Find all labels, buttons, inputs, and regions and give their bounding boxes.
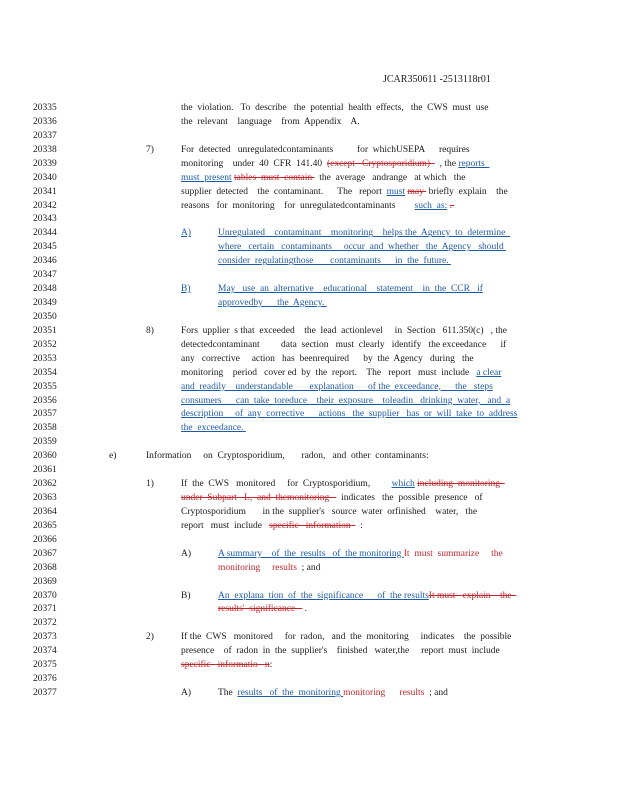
text-line <box>218 604 307 614</box>
line-number: 20351 <box>33 325 57 336</box>
text-line <box>181 173 465 183</box>
text-line <box>181 646 500 656</box>
text-line <box>181 660 272 670</box>
text-line <box>181 549 191 559</box>
inserted-text: where certain contaminants occur and whether the Agency should <box>218 242 507 253</box>
text-run: the average andrange at which the <box>314 172 466 183</box>
deleted-text: . <box>449 200 455 211</box>
inserted-text: a clear <box>476 367 502 378</box>
text-line <box>218 591 516 601</box>
deleted-text: tables must contain <box>234 172 315 183</box>
line-number: 20366 <box>33 534 57 545</box>
line-number: 20335 <box>33 103 57 113</box>
text-line <box>181 187 508 197</box>
inserted-text: must present <box>181 172 232 183</box>
text-line <box>181 228 191 238</box>
text-line <box>181 632 511 642</box>
text-line <box>146 479 154 489</box>
text-line <box>181 368 501 378</box>
line-number: 20374 <box>33 646 57 657</box>
text-run: 1) <box>146 479 154 490</box>
text-run: ; and <box>424 688 448 699</box>
inserted-text: description of any corrective actions the supplier has or will take to address <box>181 409 518 420</box>
deleted-text: specific informatio n <box>181 660 270 671</box>
line-number: 20363 <box>33 493 57 504</box>
text-line <box>218 228 510 238</box>
text-run: 8) <box>146 325 154 336</box>
text-line <box>181 103 488 113</box>
text-line <box>181 591 191 601</box>
text-run: the violation. To describe the potential health effects, the CWS must use <box>181 103 489 113</box>
line-number: 20361 <box>33 465 57 476</box>
text-line <box>218 563 320 573</box>
text-run: monitoring under 40 CFR 141.40 <box>181 158 327 169</box>
inserted-text: A summary of the results of the monitoring <box>218 548 404 559</box>
text-line <box>181 409 517 419</box>
line-number: 20369 <box>33 576 57 587</box>
text-line <box>181 201 454 211</box>
inserted-text: approvedby the Agency. <box>218 298 327 309</box>
text-line <box>109 451 116 461</box>
text-run: indicates the possible presence of <box>336 493 483 504</box>
text-run: If the CWS monitored for Cryptosporidium, <box>181 479 392 490</box>
text-line <box>218 242 506 252</box>
text-line <box>181 688 191 698</box>
line-number: 20341 <box>33 186 57 197</box>
text-run: Fors upplier s that exceeded the lead actionlevel in Section 611.350(c) , the <box>181 325 507 336</box>
added-text: monitoring results <box>343 688 425 699</box>
text-line <box>181 396 510 406</box>
inserted-text: the exceedance. <box>181 423 246 434</box>
line-number: 20346 <box>33 256 57 267</box>
inserted-text: which <box>391 479 415 490</box>
inserted-text: A) <box>181 228 192 239</box>
text-line <box>218 549 503 559</box>
inserted-text: results of the monitoring <box>237 688 344 699</box>
text-line <box>181 145 470 155</box>
text-run: B) <box>181 590 191 601</box>
text-run: Information on Cryptosporidium, radon, and other contaminants: <box>146 451 429 462</box>
line-number: 20339 <box>33 158 57 169</box>
added-text: monitoring results <box>218 562 297 573</box>
inserted-text: Unregulated contaminant monitoring helps the Agency to determine <box>218 228 511 239</box>
line-number: 20342 <box>33 200 57 211</box>
line-number: 20352 <box>33 339 57 350</box>
text-line <box>218 688 448 698</box>
text-line <box>181 423 246 433</box>
line-number: 20376 <box>33 674 57 685</box>
text-run: A) <box>181 548 192 559</box>
line-number: 20372 <box>33 618 57 629</box>
text-run: , the <box>434 158 459 169</box>
text-run: : <box>269 660 273 671</box>
line-number: 20350 <box>33 311 57 322</box>
text-run: If the CWS monitored for radon, and the monitoring indicates the possible <box>181 632 512 643</box>
line-number: 20343 <box>33 214 57 225</box>
inserted-text: must <box>386 186 406 197</box>
line-number: 20340 <box>33 172 57 183</box>
deleted-text: (except Cryptosporidium) <box>326 158 435 169</box>
text-line <box>181 326 507 336</box>
text-run: supplier detected the contaminant. The report <box>181 186 387 197</box>
line-number: 20357 <box>33 409 57 420</box>
line-number: 20338 <box>33 144 57 155</box>
line-number: 20362 <box>33 479 57 490</box>
inserted-text: reports <box>458 158 490 169</box>
text-line <box>181 382 493 392</box>
text-line <box>146 145 154 155</box>
deleted-text: may <box>407 186 427 197</box>
inserted-text: B) <box>181 284 191 295</box>
text-line <box>181 521 363 531</box>
inserted-text: An explana tion of the significance of the results <box>218 590 429 601</box>
text-run: the relevant language from Appendix A. <box>181 116 360 127</box>
deleted-text: including monitoring <box>417 479 505 490</box>
text-run: : <box>355 520 363 531</box>
added-text: It must summarize the <box>403 548 503 559</box>
text-run: reasons for monitoring for unregulatedcontaminants <box>181 200 415 211</box>
inserted-text: May use an alternative educational statement in the CCR if <box>218 284 483 295</box>
text-line <box>181 493 483 503</box>
line-number: 20347 <box>33 270 57 281</box>
inserted-text: and readily understandable explanation of the exceedance, the steps <box>181 381 493 392</box>
text-run: A) <box>181 688 192 699</box>
line-number: 20375 <box>33 660 57 671</box>
text-line <box>181 284 191 294</box>
text-line <box>218 284 483 294</box>
text-run: presence of radon in the supplier's finished water,the report must include <box>181 646 500 657</box>
line-number: 20349 <box>33 298 57 309</box>
text-line <box>181 354 474 364</box>
text-line <box>181 159 489 169</box>
text-run: 2) <box>146 632 154 643</box>
deleted-text: It must explain the <box>428 590 517 601</box>
document-header: JCAR350611 -2513118r01 <box>383 74 491 85</box>
line-number: 20368 <box>33 562 57 573</box>
line-number: 20354 <box>33 367 57 378</box>
text-line <box>146 326 154 336</box>
line-number: 20353 <box>33 353 57 364</box>
text-run: . <box>302 604 308 615</box>
deleted-text: specific information <box>269 520 356 531</box>
text-run: e) <box>109 451 117 462</box>
text-line <box>218 256 451 266</box>
line-number: 20367 <box>33 548 57 559</box>
line-number: 20337 <box>33 130 57 141</box>
text-line <box>181 117 360 127</box>
text-run: monitoring period cover ed by the report. The report must include <box>181 367 477 378</box>
text-run: The <box>218 688 238 699</box>
line-number: 20355 <box>33 381 57 392</box>
line-number: 20370 <box>33 590 57 601</box>
text-run: briefly explain the <box>426 186 508 197</box>
line-number: 20373 <box>33 632 57 643</box>
text-run: Cryptosporidium in the supplier's source water orfinished water, the <box>181 506 478 517</box>
line-number: 20356 <box>33 395 57 406</box>
line-number: 20364 <box>33 506 57 517</box>
line-number: 20345 <box>33 242 57 253</box>
deleted-text: results' significance <box>218 604 303 615</box>
line-number: 20359 <box>33 437 57 448</box>
line-number: 20365 <box>33 520 57 531</box>
line-number: 20336 <box>33 116 57 127</box>
deleted-text: under Subpart L, and themonitoring <box>181 493 337 504</box>
line-number: 20348 <box>33 284 57 295</box>
text-line <box>146 632 154 642</box>
text-line <box>181 479 505 489</box>
line-number: 20377 <box>33 688 57 699</box>
text-run: detectedcontaminant data section must clearly identify the exceedance if <box>181 339 507 350</box>
line-number: 20371 <box>33 604 57 615</box>
text-line <box>181 340 506 350</box>
inserted-text: such as: <box>414 200 448 211</box>
text-run: any corrective action has beenrequired by the Agency during the <box>181 353 474 364</box>
text-run: ; and <box>296 562 321 573</box>
line-number: 20360 <box>33 451 57 462</box>
text-run: 7) <box>146 144 154 155</box>
text-run: report must include <box>181 520 270 531</box>
text-line <box>181 507 477 517</box>
text-line <box>218 298 327 308</box>
text-line <box>146 451 429 461</box>
text-run: For detected unregulatedcontaminants for whichUSEPA requires <box>181 144 470 155</box>
line-number: 20358 <box>33 423 57 434</box>
inserted-text: consider regulatingthose contaminants in the future. <box>218 256 451 267</box>
line-number: 20344 <box>33 228 57 239</box>
inserted-text: consumers can take toreduce their exposure toleadin drinking water, and a <box>181 395 511 406</box>
